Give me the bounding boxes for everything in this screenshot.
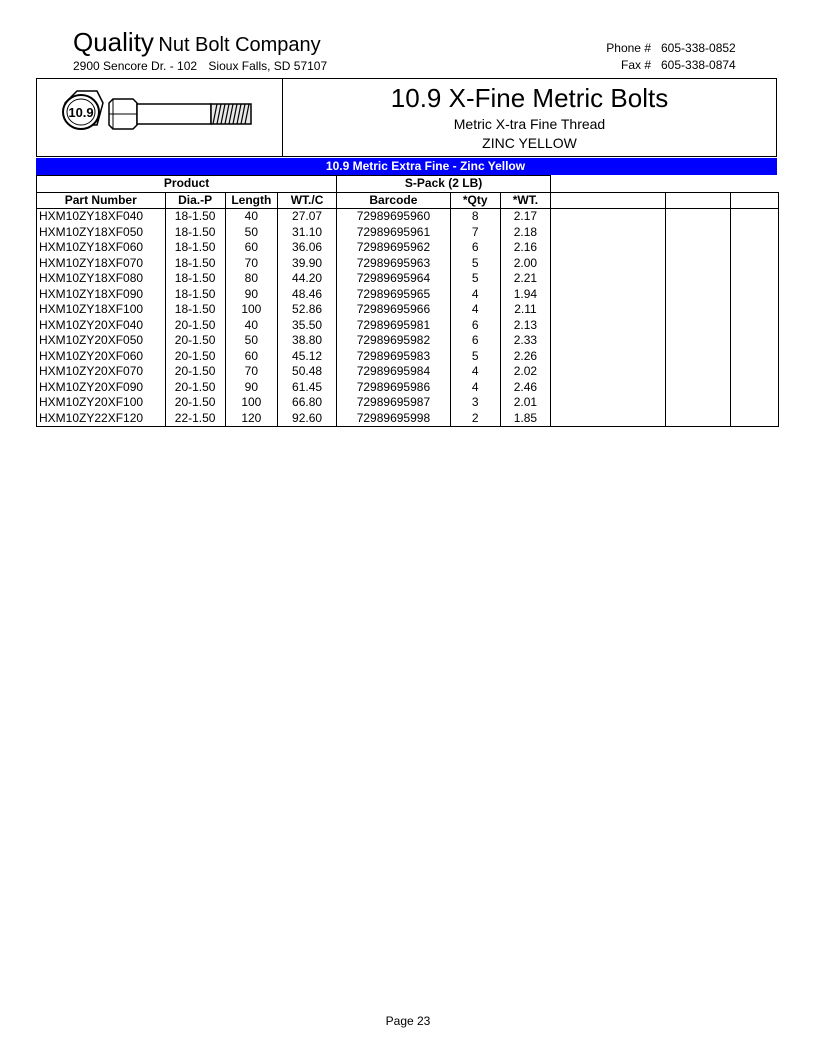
cell-length: 60 — [225, 240, 277, 256]
cell-wt: 2.11 — [500, 302, 550, 318]
table-row — [37, 318, 779, 334]
table-row — [37, 302, 779, 318]
cell-wt-c: 50.48 — [277, 364, 336, 380]
table-row — [37, 240, 779, 256]
cell-blank — [730, 364, 778, 380]
cell-dia-p: 20-1.50 — [165, 318, 225, 334]
cell-part-number: HXM10ZY18XF090 — [37, 287, 166, 303]
cell-qty: 4 — [450, 380, 500, 396]
cell-blank — [730, 240, 778, 256]
cell-blank — [730, 411, 778, 427]
cell-blank — [666, 395, 730, 411]
cell-blank — [551, 318, 666, 334]
cell-length: 50 — [225, 333, 277, 349]
address-street: 2900 Sencore Dr. - 102 — [73, 59, 198, 73]
cell-wt: 2.13 — [500, 318, 550, 334]
cell-wt: 2.46 — [500, 380, 550, 396]
cell-blank — [551, 271, 666, 287]
cell-part-number: HXM10ZY18XF050 — [37, 225, 166, 241]
address-city: Sioux Falls, SD 57107 — [208, 59, 328, 73]
cell-qty: 4 — [450, 302, 500, 318]
column-header-wt-c: WT./C — [277, 192, 336, 209]
cell-dia-p: 18-1.50 — [165, 225, 225, 241]
cell-blank — [730, 395, 778, 411]
cell-blank — [666, 240, 730, 256]
cell-barcode: 72989695962 — [337, 240, 450, 256]
cell-wt: 2.17 — [500, 209, 550, 225]
cell-blank — [730, 287, 778, 303]
cell-dia-p: 18-1.50 — [165, 256, 225, 272]
cell-length: 40 — [225, 318, 277, 334]
product-title-cell — [283, 79, 776, 156]
company-address — [73, 59, 327, 73]
cell-qty: 5 — [450, 271, 500, 287]
company-name — [73, 27, 321, 58]
cell-length: 60 — [225, 349, 277, 365]
product-table — [36, 175, 779, 427]
cell-part-number: HXM10ZY22XF120 — [37, 411, 166, 427]
table-row — [37, 271, 779, 287]
column-header-dia-p: Dia.-P — [165, 192, 225, 209]
cell-dia-p: 20-1.50 — [165, 364, 225, 380]
cell-blank — [666, 256, 730, 272]
company-name-first: Quality — [73, 27, 154, 57]
cell-blank — [551, 364, 666, 380]
cell-dia-p: 18-1.50 — [165, 240, 225, 256]
cell-length: 50 — [225, 225, 277, 241]
phone-label: Phone # — [606, 41, 651, 55]
cell-length: 40 — [225, 209, 277, 225]
cell-barcode: 72989695961 — [337, 225, 450, 241]
table-row — [37, 395, 779, 411]
cell-barcode: 72989695982 — [337, 333, 450, 349]
cell-qty: 6 — [450, 318, 500, 334]
cell-wt-c: 52.86 — [277, 302, 336, 318]
cell-blank — [730, 271, 778, 287]
product-finish: ZINC YELLOW — [482, 135, 577, 151]
cell-wt-c: 38.80 — [277, 333, 336, 349]
cell-part-number: HXM10ZY18XF040 — [37, 209, 166, 225]
cell-qty: 8 — [450, 209, 500, 225]
cell-barcode: 72989695963 — [337, 256, 450, 272]
table-row — [37, 287, 779, 303]
cell-length: 100 — [225, 302, 277, 318]
table-row — [37, 380, 779, 396]
cell-barcode: 72989695998 — [337, 411, 450, 427]
company-name-rest: Nut Bolt Company — [158, 34, 321, 56]
cell-part-number: HXM10ZY18XF100 — [37, 302, 166, 318]
cell-blank — [666, 209, 730, 225]
cell-dia-p: 22-1.50 — [165, 411, 225, 427]
cell-dia-p: 20-1.50 — [165, 380, 225, 396]
cell-dia-p: 18-1.50 — [165, 271, 225, 287]
cell-length: 70 — [225, 364, 277, 380]
cell-blank — [730, 209, 778, 225]
cell-blank — [666, 302, 730, 318]
table-row — [37, 256, 779, 272]
cell-blank — [551, 287, 666, 303]
cell-part-number: HXM10ZY20XF090 — [37, 380, 166, 396]
cell-wt-c: 61.45 — [277, 380, 336, 396]
cell-qty: 5 — [450, 349, 500, 365]
cell-wt: 2.18 — [500, 225, 550, 241]
cell-blank — [551, 411, 666, 427]
cell-blank — [666, 349, 730, 365]
cell-wt-c: 44.20 — [277, 271, 336, 287]
product-header-box — [36, 78, 777, 157]
group-header-empty — [551, 176, 779, 193]
cell-blank — [730, 349, 778, 365]
table-row — [37, 411, 779, 427]
cell-part-number: HXM10ZY20XF070 — [37, 364, 166, 380]
section-banner — [36, 158, 777, 175]
cell-dia-p: 20-1.50 — [165, 333, 225, 349]
cell-length: 70 — [225, 256, 277, 272]
cell-length: 90 — [225, 287, 277, 303]
cell-barcode: 72989695986 — [337, 380, 450, 396]
cell-blank — [730, 333, 778, 349]
table-row — [37, 364, 779, 380]
cell-wt: 2.33 — [500, 333, 550, 349]
cell-wt: 2.02 — [500, 364, 550, 380]
table-row — [37, 349, 779, 365]
cell-barcode: 72989695981 — [337, 318, 450, 334]
table-row — [37, 225, 779, 241]
cell-dia-p: 20-1.50 — [165, 349, 225, 365]
contact-info — [598, 40, 736, 74]
cell-barcode: 72989695964 — [337, 271, 450, 287]
cell-blank — [666, 318, 730, 334]
phone-number: 605-338-0852 — [661, 41, 736, 55]
cell-wt-c: 45.12 — [277, 349, 336, 365]
cell-blank — [730, 380, 778, 396]
fax-number: 605-338-0874 — [661, 58, 736, 72]
bolt-image-cell — [37, 79, 283, 156]
section-banner-label: 10.9 Metric Extra Fine - Zinc Yellow — [325, 159, 526, 173]
cell-blank — [551, 256, 666, 272]
cell-dia-p: 20-1.50 — [165, 395, 225, 411]
cell-blank — [666, 271, 730, 287]
column-header-blank — [730, 192, 778, 209]
cell-blank — [551, 333, 666, 349]
cell-dia-p: 18-1.50 — [165, 287, 225, 303]
cell-length: 80 — [225, 271, 277, 287]
cell-part-number: HXM10ZY20XF060 — [37, 349, 166, 365]
cell-blank — [666, 380, 730, 396]
cell-length: 90 — [225, 380, 277, 396]
cell-qty: 6 — [450, 333, 500, 349]
cell-qty: 7 — [450, 225, 500, 241]
cell-blank — [551, 225, 666, 241]
cell-qty: 5 — [450, 256, 500, 272]
cell-blank — [551, 302, 666, 318]
cell-wt: 2.01 — [500, 395, 550, 411]
cell-wt-c: 92.60 — [277, 411, 336, 427]
column-header-blank — [551, 192, 666, 209]
cell-blank — [666, 287, 730, 303]
cell-blank — [666, 411, 730, 427]
table-row — [37, 333, 779, 349]
bolt-illustration-icon — [37, 79, 282, 156]
cell-barcode: 72989695966 — [337, 302, 450, 318]
cell-blank — [730, 256, 778, 272]
group-header-product: Product — [37, 176, 337, 193]
cell-barcode: 72989695965 — [337, 287, 450, 303]
cell-part-number: HXM10ZY18XF070 — [37, 256, 166, 272]
cell-wt-c: 39.90 — [277, 256, 336, 272]
cell-part-number: HXM10ZY18XF080 — [37, 271, 166, 287]
cell-wt: 1.85 — [500, 411, 550, 427]
fax-label: Fax # — [620, 58, 651, 72]
cell-barcode: 72989695987 — [337, 395, 450, 411]
cell-wt-c: 31.10 — [277, 225, 336, 241]
cell-part-number: HXM10ZY20XF040 — [37, 318, 166, 334]
cell-qty: 3 — [450, 395, 500, 411]
cell-part-number: HXM10ZY20XF050 — [37, 333, 166, 349]
cell-qty: 2 — [450, 411, 500, 427]
cell-wt-c: 27.07 — [277, 209, 336, 225]
column-header-part-number: Part Number — [37, 192, 166, 209]
cell-blank — [666, 333, 730, 349]
cell-dia-p: 18-1.50 — [165, 302, 225, 318]
column-header-length: Length — [225, 192, 277, 209]
page-number: Page 23 — [385, 1014, 431, 1028]
cell-wt: 2.26 — [500, 349, 550, 365]
cell-wt: 1.94 — [500, 287, 550, 303]
cell-blank — [551, 349, 666, 365]
group-header-spack: S-Pack (2 LB) — [337, 176, 551, 193]
cell-qty: 4 — [450, 287, 500, 303]
product-subtitle: Metric X-tra Fine Thread — [453, 116, 606, 132]
cell-length: 100 — [225, 395, 277, 411]
column-header-blank — [666, 192, 730, 209]
group-header-row — [37, 176, 779, 193]
cell-blank — [730, 318, 778, 334]
cell-blank — [551, 380, 666, 396]
column-header-wt: *WT. — [500, 192, 550, 209]
cell-wt: 2.21 — [500, 271, 550, 287]
cell-blank — [666, 364, 730, 380]
cell-blank — [551, 395, 666, 411]
cell-wt-c: 36.06 — [277, 240, 336, 256]
cell-part-number: HXM10ZY20XF100 — [37, 395, 166, 411]
cell-part-number: HXM10ZY18XF060 — [37, 240, 166, 256]
column-header-row — [37, 192, 779, 209]
cell-barcode: 72989695960 — [337, 209, 450, 225]
cell-barcode: 72989695983 — [337, 349, 450, 365]
cell-barcode: 72989695984 — [337, 364, 450, 380]
cell-blank — [551, 209, 666, 225]
cell-wt-c: 66.80 — [277, 395, 336, 411]
head-marking-label: 10.9 — [68, 105, 94, 120]
column-header-qty: *Qty — [450, 192, 500, 209]
cell-qty: 6 — [450, 240, 500, 256]
cell-wt-c: 48.46 — [277, 287, 336, 303]
cell-blank — [551, 240, 666, 256]
column-header-barcode: Barcode — [337, 192, 450, 209]
product-title: 10.9 X-Fine Metric Bolts — [390, 83, 669, 113]
cell-dia-p: 18-1.50 — [165, 209, 225, 225]
cell-qty: 4 — [450, 364, 500, 380]
cell-blank — [730, 225, 778, 241]
cell-wt-c: 35.50 — [277, 318, 336, 334]
cell-wt: 2.00 — [500, 256, 550, 272]
cell-wt: 2.16 — [500, 240, 550, 256]
cell-blank — [730, 302, 778, 318]
table-row — [37, 209, 779, 225]
cell-blank — [666, 225, 730, 241]
table-body — [37, 209, 779, 427]
cell-length: 120 — [225, 411, 277, 427]
